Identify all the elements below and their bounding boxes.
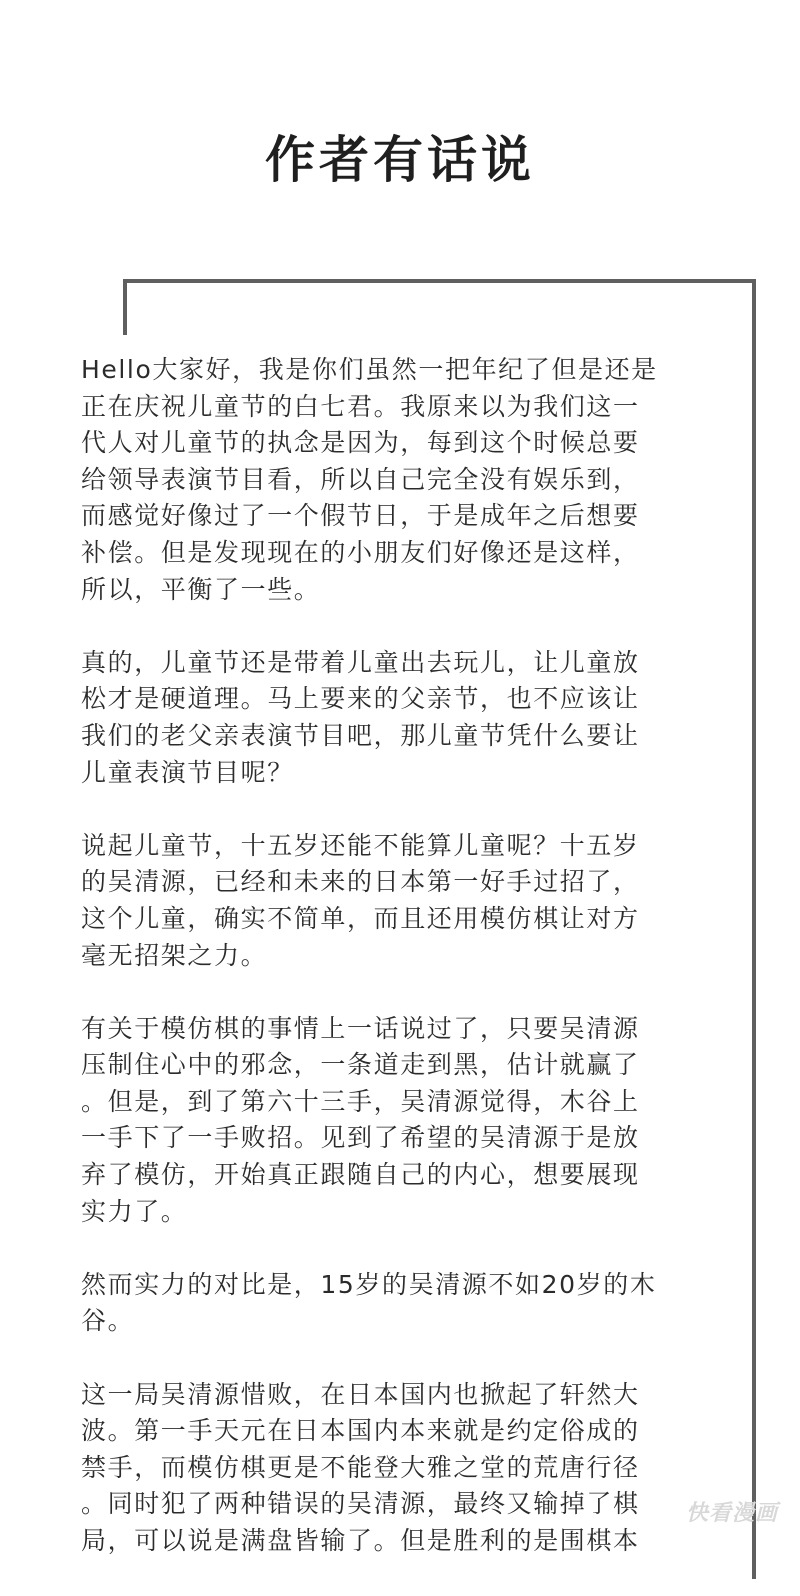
paragraph-2: 真的，儿童节还是带着儿童出去玩儿，让儿童放 松才是硬道理。马上要来的父亲节，也不应该让 我们的老父亲表演节目吧，那儿童节凭什么要让 儿童表演节目呢？ [81,647,640,787]
paragraph-6: 这一局吴清源惜败，在日本国内也掀起了轩然大 波。第一手天元在日本国内本来就是约定俗成的 禁手，而模仿棋更是不能登大雅之堂的荒唐行径 。同时犯了两种错误的吴清源，最终又输掉了棋 局，可以说是满盘皆输了。但是胜利的是围棋本 [81,1379,640,1555]
paragraph-3: 说起儿童节，十五岁还能不能算儿童呢？十五岁 的吴清源，已经和未来的日本第一好手过招了， 这个儿童，确实不简单，而且还用模仿棋让对方 毫无招架之力。 [81,830,640,970]
watermark-logo: 快看漫画 [685,1501,778,1526]
paragraph-5: 然而实力的对比是，15岁的吴清源不如20岁的木 谷。 [81,1269,657,1336]
frame-left-tick [123,279,127,335]
paragraph-4: 有关于模仿棋的事情上一话说过了，只要吴清源 压制住心中的邪念，一条道走到黑，估计就赢了 。但是，到了第六十三手，吴清源觉得，木谷上 一手下了一手败招。见到了希望的吴清源于是放 弃了模仿，开始真正跟随自己的内心，想要展现 实力了。 [81,1013,640,1226]
paragraph-1: Hello大家好，我是你们虽然一把年纪了但是还是 正在庆祝儿童节的白七君。我原来以为我们这一 代人对儿童节的执念是因为，每到这个时候总要 给领导表演节目看，所以自己完全没有娱乐到， 而感觉好像过了一个假节日，于是成年之后想要 补偿。但是发现现在的小朋友们好像还是这样， 所以，平衡了一些。 [81,355,658,604]
page-title: 作者有话说 [265,130,535,189]
author-note-body [81,352,726,1596]
